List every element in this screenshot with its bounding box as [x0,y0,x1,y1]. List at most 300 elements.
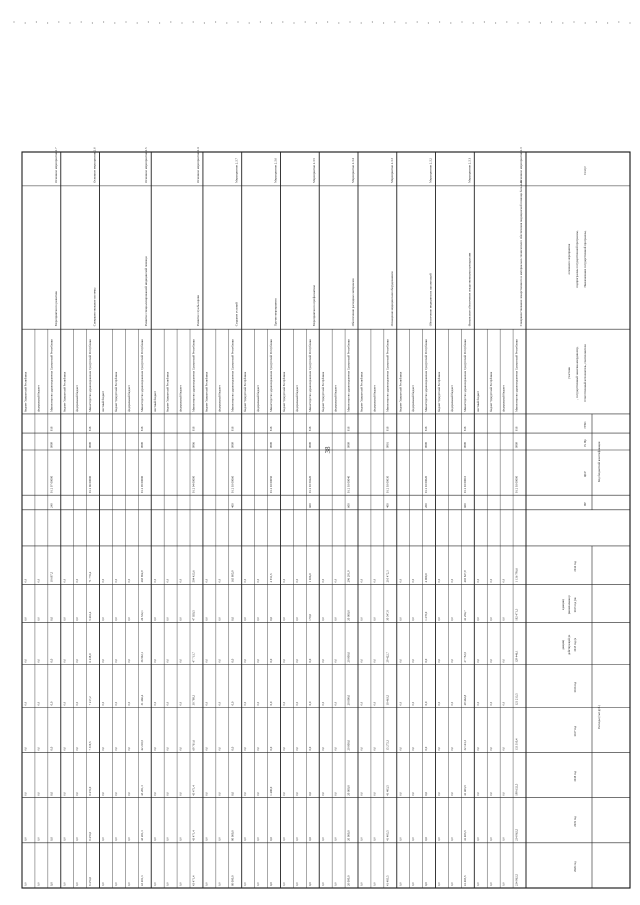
status-cell: Мероприятие 2.3.6 [273,158,278,183]
budget-source-cell: федеральный бюджет [333,385,338,412]
value-cell: 0,0 [153,701,157,706]
value-cell: 20 000,0 [346,610,351,621]
value-cell: 0,0 [476,658,480,663]
value-cell: 43 471,4 [191,830,196,841]
value-cell: 0,0 [230,658,235,663]
value-cell: 0,0 [412,837,416,841]
executor-cell: Министерство здравоохранения Удмуртской Республики [424,339,429,412]
value-cell: 0,0 [489,882,493,886]
value-cell: 29 462,8 [462,694,467,706]
rzpr-cell: 0901 [385,442,390,449]
value-cell: 0,0 [334,701,338,706]
value-cell: 0,0 [114,837,118,841]
value-cell: 0,0 [127,701,131,706]
value-cell: 43 201,3 [139,785,144,796]
csr-cell: 01 2 03 50220 [307,475,312,494]
header-label: участник [567,367,571,379]
value-cell: 0,0 [360,792,364,796]
value-cell: 80 000,0 [230,875,235,886]
value-cell: 0,0 [360,578,364,583]
value-cell: 0,0 [360,658,364,663]
budget-source-cell: федеральный бюджет [411,385,416,412]
value-cell: 0,0 [166,617,170,621]
value-cell: 0,0 [412,747,416,751]
value-cell: 0,0 [476,578,480,583]
value-cell: 43 471,4 [191,875,196,886]
value-cell: 0,0 [424,791,429,796]
value-cell: 0,0 [24,578,28,583]
status-cell: Основное мероприятие 2.7 [53,147,58,183]
value-cell: 0,0 [502,701,506,706]
program-name-cell: Развитие службы крови [195,294,200,327]
value-cell: 0,0 [153,617,157,621]
page-number: 38 [324,446,332,454]
value-cell: 0,0 [24,882,28,886]
vr-cell: 600 [307,503,312,508]
value-cell: 0,0 [360,882,364,886]
value-cell: 0,0 [502,837,506,841]
value-cell: 0,0 [244,837,248,841]
value-cell: 0,0 [102,578,106,583]
value-cell: 0,0 [205,837,209,841]
value-cell: 0,0 [438,792,442,796]
value-cell: 0,0 [399,578,403,583]
value-cell: 0,0 [438,882,442,886]
value-cell: 0,0 [424,882,429,886]
value-cell: 0,0 [269,658,274,663]
value-cell: 0,0 [24,792,28,796]
value-cell: 165 805,9 [230,570,235,583]
header-label: Рз Пр [583,439,587,447]
value-cell: 0,0 [269,882,274,886]
value-cell: 0,0 [63,578,67,583]
value-cell: 0,0 [179,837,183,841]
value-cell: 0,0 [179,792,183,796]
value-cell: 0,0 [37,617,41,621]
value-cell: 0,0 [321,617,325,621]
value-cell: 0,0 [257,578,261,583]
value-cell: 0,0 [307,658,312,663]
program-name-cell: Обеспечение медицинских организаций [428,273,433,327]
value-cell: 0,0 [476,837,480,841]
value-cell: 0,0 [412,617,416,621]
budget-source-cell: федеральный бюджет [126,385,131,412]
value-cell: 0,0 [76,701,80,706]
value-cell: 0,0 [360,837,364,841]
grbs-cell: 818 [307,426,312,432]
value-cell: 0,0 [127,658,131,663]
value-cell: 0,0 [114,578,118,583]
value-cell: 0,0 [282,837,286,841]
rzpr-cell: 0909 [346,442,351,449]
value-cell: 0,0 [399,617,403,621]
budget-source-cell: бюджет Удмуртской Республики [113,371,118,412]
value-cell: 43 201,3 [139,830,144,841]
value-cell: 0,0 [205,578,209,583]
value-cell: 0,0 [257,882,261,886]
value-cell: 71 776,4 [88,571,93,583]
value-cell: 0,0 [114,658,118,663]
value-cell: 0,0 [412,701,416,706]
value-cell: 0,0 [205,747,209,751]
budget-source-cell: федеральный бюджет [178,385,183,412]
value-cell: 0,0 [76,747,80,751]
rzpr-cell: 0909 [139,442,144,449]
budget-source-cell: бюджет Удмуртской Республики [281,371,286,412]
value-cell: 0,0 [450,658,454,663]
value-cell: 0,0 [450,701,454,706]
header-label: Наименование государственной программы, [583,230,587,288]
value-cell: 0,0 [373,617,377,621]
executor-cell: Министерство здравоохранения Удмуртской Республики [230,339,235,412]
value-cell: 30 547,8 [385,610,390,621]
value-cell: 0,0 [489,792,493,796]
value-cell: 0,0 [63,658,67,663]
csr-cell: 01 2 03 00050 [269,475,274,494]
rzpr-cell: 0909 [424,442,429,449]
status-cell: Мероприятие 2.3.4 [351,158,355,183]
value-cell: 0,0 [373,747,377,751]
budget-source-cell: местный бюджет [475,390,480,412]
executor-cell: Министерство здравоохранения Удмуртской Республики [269,339,274,412]
year-header: 2016 год [573,681,577,693]
csr-cell: 01 2 06 00000 [88,475,93,494]
value-cell: 0,0 [49,837,54,841]
value-cell: 0,0 [269,616,274,621]
value-cell: 20 000,0 [346,651,351,663]
value-cell: 0,0 [230,791,235,796]
value-cell: 0,0 [166,658,170,663]
csr-cell: 01 2 03 00030 [385,475,390,494]
csr-cell: 01 2 07 00000 [49,475,54,494]
value-cell: 32 123,3 [462,740,467,751]
budget-source-cell: федеральный бюджет [449,385,454,412]
value-cell: 0,0 [218,617,222,621]
program-name-cell: Совершенствование системы [92,287,97,327]
status-cell: Основное мероприятие 2.3 [519,147,523,183]
value-cell: 0,0 [282,701,286,706]
value-cell: 0,0 [179,701,183,706]
value-cell: 0,0 [166,747,170,751]
header-label: ВР [583,502,587,506]
value-cell: 4 000,0 [424,573,429,583]
value-cell: 0,0 [218,882,222,886]
value-cell: 0,0 [489,578,493,583]
budget-source-cell: бюджет Удмуртской Республики [165,371,170,412]
value-cell: 20 000,0 [346,740,351,751]
budget-source-cell: федеральный бюджет [256,385,261,412]
year-header: едакция) [561,599,565,611]
value-cell: 0,0 [37,658,41,663]
value-cell: 0,0 [102,882,106,886]
value-cell: 0,0 [218,792,222,796]
value-cell: 1 270,0 [424,611,429,621]
value-cell: 121 213,5 [514,693,519,706]
header-label: ЦСР [583,471,587,478]
value-cell: 69 761,6 [191,740,196,751]
value-cell: 0,0 [37,837,41,841]
year-header: действующей ре [567,634,571,655]
vr-cell: 200 [424,503,429,508]
value-cell: 0,0 [502,617,506,621]
value-cell: 80 000,0 [230,830,235,841]
year-header: 2015 год (в [573,638,577,652]
csr-cell: 01 2 03 00000 [514,475,519,494]
value-cell: 0,0 [373,658,377,663]
executor-cell: Министерство здравоохранения Удмуртской Республики [462,339,467,412]
budget-source-cell: федеральный бюджет [36,385,41,412]
value-cell: 41 403,5 [462,785,467,796]
value-cell: 0,0 [360,701,364,706]
value-cell: 41 403,5 [385,830,390,841]
vr-cell: 400 [230,503,235,508]
csr-cell: 01 2 03 00060 [230,475,235,494]
value-cell: 0,0 [244,701,248,706]
value-cell: 403 827,9 [462,570,467,583]
value-cell: 2 911,5 [269,573,274,583]
value-cell: 0,0 [153,882,157,886]
executor-cell: Министерство здравоохранения Удмуртской Республики [88,339,93,412]
value-cell: 0,0 [127,837,131,841]
value-cell: 0,0 [230,616,235,621]
value-cell: 296 291,9 [346,570,351,583]
value-cell: 234 962,5 [514,874,519,886]
rzpr-cell: 0909 [269,442,274,449]
value-cell: 0,0 [269,746,274,751]
value-cell: 0,0 [166,882,170,886]
csr-cell: 01 2 03 00040 [346,475,351,494]
status-cell: Мероприятие 2.3.3 [389,158,394,183]
value-cell: 0,0 [502,792,506,796]
program-name-cell: Обеспечение расходных материалов [351,278,355,327]
value-cell: 0,0 [102,701,106,706]
value-cell: 0,0 [450,617,454,621]
value-cell: 0,0 [37,792,41,796]
value-cell: 0,0 [321,747,325,751]
status-cell: Мероприятие 2.3.2 [428,158,433,183]
value-cell: 0,0 [205,792,209,796]
value-cell: 0,0 [244,792,248,796]
header-label: Статус [583,166,587,175]
grbs-cell: 818 [230,426,235,432]
value-cell: 0,0 [257,658,261,663]
value-cell: 0,0 [321,837,325,841]
value-cell: 0,0 [218,701,222,706]
value-cell: 0,0 [438,617,442,621]
value-cell: 234 962,5 [514,828,519,841]
value-cell: 0,0 [49,701,54,706]
value-cell: 29 422,7 [385,651,390,663]
header-group-label: Код бюджетной классификации [597,441,601,483]
vr-cell: 600 [462,503,467,508]
value-cell: 0,0 [218,747,222,751]
rzpr-cell: 0909 [307,442,312,449]
value-cell: 41 254,7 [462,610,467,621]
value-cell: 0,0 [295,882,299,886]
budget-source-cell: бюджет Удмуртской Республики [23,371,28,412]
value-cell: 0,0 [450,882,454,886]
csr-cell: 01 2 04 00000 [191,475,196,494]
value-cell: 0,0 [373,701,377,706]
value-cell: 0,0 [476,701,480,706]
budget-source-cell: федеральный бюджет [75,385,80,412]
value-cell: 0,0 [24,658,28,663]
header-label: ГРБС [583,421,587,429]
value-cell: 0,0 [257,701,261,706]
status-cell: Основное мероприятие 2.5 [144,147,149,183]
value-cell: 0,0 [205,882,209,886]
value-cell: 0,0 [489,747,493,751]
value-cell: 0,0 [205,617,209,621]
value-cell: 0,0 [438,837,442,841]
budget-source-cell: бюджет Удмуртской Республики [437,371,442,412]
budget-source-cell: бюджет Удмуртской Республики [359,371,364,412]
value-cell: 0,0 [307,837,312,841]
value-cell: 0,0 [295,578,299,583]
value-cell: 0,0 [424,746,429,751]
value-cell: 0,0 [76,792,80,796]
value-cell: 0,0 [49,746,54,751]
value-cell: 0,0 [102,837,106,841]
header-label: подпрограммы государственной программы, [575,230,579,288]
value-cell: 0,0 [360,617,364,621]
value-cell: 0,0 [179,747,183,751]
value-cell: 0,0 [412,578,416,583]
value-cell: 0,0 [76,882,80,886]
program-name-cell: Развитие специализированной медицинской помощи [144,256,149,327]
value-cell: 0,0 [269,837,274,841]
value-cell: 0,0 [360,747,364,751]
value-cell: 0,0 [476,882,480,886]
value-cell: 0,0 [373,882,377,886]
value-cell: 10 687,5 [49,571,54,583]
program-name-cell: Создание условий [234,302,239,327]
value-cell: 0,0 [399,792,403,796]
value-cell: 0,0 [179,617,183,621]
value-cell: 1 136 796,6 [514,568,519,583]
value-cell: 0,0 [373,578,377,583]
budget-source-cell: федеральный бюджет [294,385,299,412]
value-cell: 0,0 [49,882,54,886]
budget-source-cell: федеральный бюджет [372,385,377,412]
value-cell: 10 463,5 [385,694,390,706]
value-cell: 0,0 [450,578,454,583]
value-cell: 0,0 [218,837,222,841]
value-cell: 30 788,3 [191,694,196,706]
value-cell: 0,0 [321,658,325,663]
value-cell: 0,0 [102,658,106,663]
value-cell: 0,0 [37,882,41,886]
value-cell: 0,0 [307,746,312,751]
value-cell: 0,0 [76,658,80,663]
value-cell: 20 000,0 [346,875,351,886]
budget-source-cell: федеральный бюджет [217,385,222,412]
value-cell: 0,0 [24,701,28,706]
grbs-cell: 818 [346,426,351,432]
value-cell: 0,0 [424,701,429,706]
value-cell: 0,0 [153,792,157,796]
value-cell: 0,0 [244,578,248,583]
value-cell: 0,0 [476,792,480,796]
value-cell: 1 400,0 [269,786,274,796]
vr-cell: 400 [385,503,390,508]
value-cell: 0,0 [334,792,338,796]
value-cell: 0,0 [37,747,41,751]
value-cell: 0,0 [502,747,506,751]
budget-source-cell: федеральный бюджет [501,385,506,412]
value-cell: 0,0 [321,578,325,583]
value-cell: 47 713,7 [191,651,196,663]
budget-source-cell: бюджет Удмуртской Республики [320,371,325,412]
value-cell: 8 476,0 [88,786,93,796]
value-cell: 265 962,9 [139,570,144,583]
value-cell: 0,0 [230,746,235,751]
grbs-cell: 818 [462,426,467,432]
value-cell: 0,0 [24,617,28,621]
value-cell: 0,0 [450,792,454,796]
value-cell: 7 319,5 [88,741,93,751]
value-cell: 0,0 [24,837,28,841]
value-cell: 0,0 [295,837,299,841]
program-name-cell: Мероприятия по развитию [53,291,58,327]
program-name-cell: Мероприятия по профилактике [312,284,317,327]
value-cell: 0,0 [244,747,248,751]
value-cell: 0,0 [179,578,183,583]
status-cell: Основное мероприятие 2.4 [195,147,200,183]
program-name-cell: Совершенствование лекарственного и материально-технического обеспечения медицинской помощи больным [519,180,523,327]
value-cell: 0,0 [63,882,67,886]
value-cell: 0,0 [502,658,506,663]
value-cell: 170,0 [307,613,312,621]
value-cell: 0,0 [307,701,312,706]
value-cell: 41 403,5 [385,875,390,886]
value-cell: 8 476,0 [88,877,93,886]
grbs-cell: 818 [385,426,390,432]
value-cell: 0,0 [218,578,222,583]
value-cell: 0,0 [321,882,325,886]
value-cell: 0,0 [127,617,131,621]
value-cell: 0,0 [489,617,493,621]
header-label: , государственный заказчик-координатор, [575,346,579,400]
value-cell: 0,0 [114,882,118,886]
value-cell: 15 275,3 [385,740,390,751]
value-cell: 0,0 [102,792,106,796]
program-name-cell: Прочие мероприятия [273,298,278,327]
value-cell: 0,0 [373,792,377,796]
value-cell: 0,0 [373,837,377,841]
value-cell: 42 210,5 [139,740,144,751]
value-cell: 0,0 [49,616,54,621]
value-cell: 0,0 [307,882,312,886]
value-cell: 43 201,3 [139,875,144,886]
value-cell: 1 656,0 [307,573,312,583]
value-cell: 0,0 [334,578,338,583]
value-cell: 0,0 [438,658,442,663]
value-cell: 0,0 [102,617,106,621]
value-cell: 0,0 [244,882,248,886]
value-cell: 0,0 [76,837,80,841]
value-cell: 0,0 [257,747,261,751]
value-cell: 26 532,1 [139,610,144,621]
budget-source-cell: бюджет Удмуртской Республики [204,371,209,412]
value-cell: 0,0 [166,701,170,706]
value-cell: 0,0 [205,658,209,663]
year-header: рвоначальная р [567,595,571,615]
value-cell: 0,0 [282,882,286,886]
year-header: дакции) [561,639,565,650]
executor-cell: Министерство здравоохранения Удмуртской Республики [191,339,196,412]
value-cell: 0,0 [412,792,416,796]
